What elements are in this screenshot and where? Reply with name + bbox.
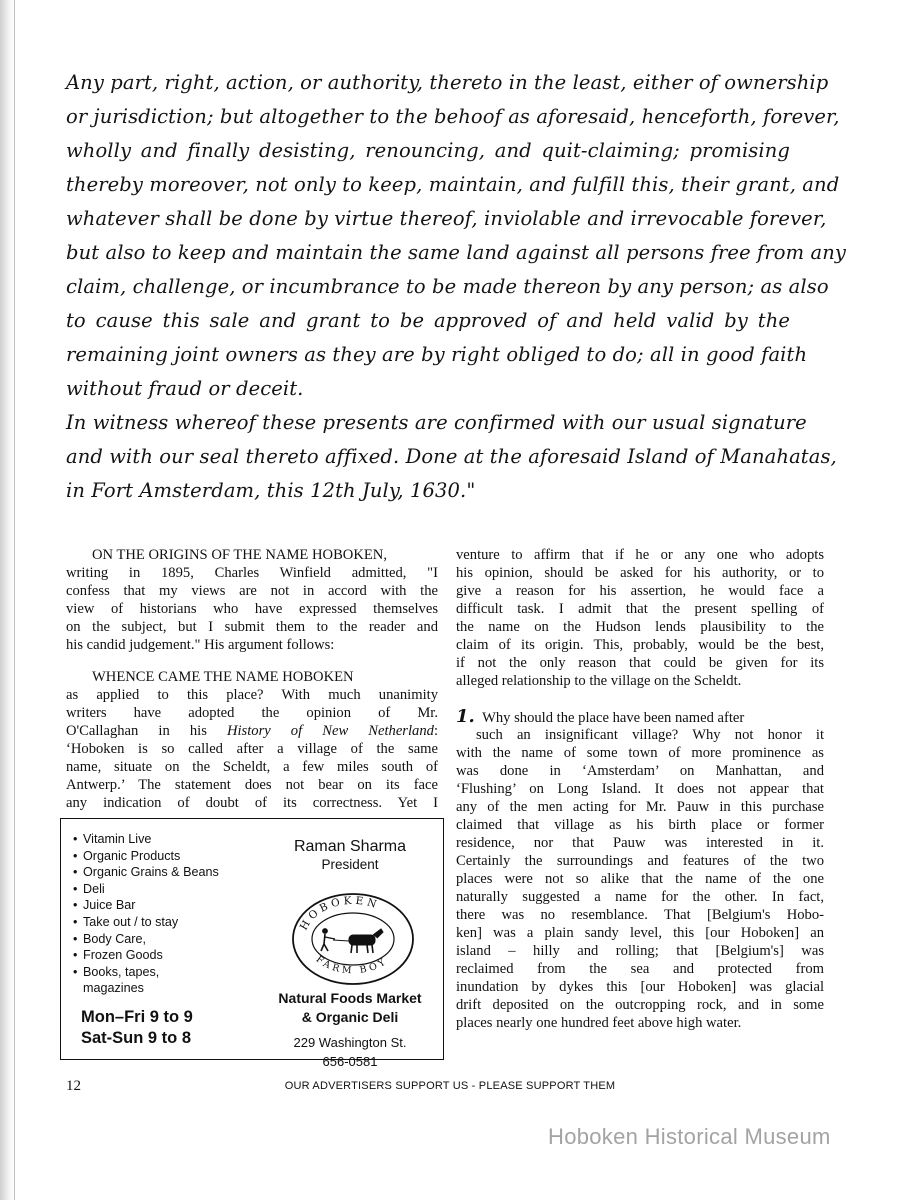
farmer-plow-icon	[321, 929, 383, 953]
point-text: Why should the place have been named after	[482, 710, 745, 726]
point-number: 1.	[456, 706, 475, 727]
deed-line: claim, challenge, or incumbrance to be made thereon by any person; as also	[66, 275, 829, 298]
deed-line: remaining joint owners as they are by right obliged to do; all in good faith	[66, 343, 808, 366]
article-line: such an insignificant village? Why not honor it	[476, 727, 824, 743]
ad-item-label: magazines	[83, 981, 144, 996]
article-line: Certainly the surroundings and features of the two	[456, 853, 824, 869]
article-lead: ON THE ORIGINS OF THE NAME HOBOKEN,	[92, 547, 387, 563]
article-line: ‘Flushing’ on Long Island. It does not appear that	[456, 781, 824, 797]
ad-product-list	[73, 831, 253, 997]
article-line: with the name of some town of more prominence as	[456, 745, 824, 761]
deed-line: in Fort Amsterdam, this 12th July, 1630."	[66, 479, 476, 502]
ad-store-info	[265, 837, 435, 1069]
article-text: O'Callaghan in his	[66, 723, 227, 739]
article-line: claim of its origin. This, probably, would be the best,	[456, 637, 824, 653]
deed-line: Any part, right, action, or authority, thereto in the least, either of ownership	[66, 71, 829, 94]
deed-line: without fraud or deceit.	[66, 377, 304, 400]
ad-item-label: Frozen Goods	[83, 948, 163, 963]
page-edge-line	[14, 0, 15, 1200]
ad-item-label: Vitamin Live	[83, 832, 152, 846]
page-edge-shadow	[0, 0, 14, 1200]
bullet-icon: •	[73, 948, 78, 963]
deed-line: In witness whereof these presents are confirmed with our usual signature	[66, 411, 807, 434]
museum-watermark: Hoboken Historical Museum	[548, 1124, 831, 1149]
article-line: name, situate on the Scheldt, a few miles south of	[66, 759, 438, 775]
article-line: writers have adopted the opinion of Mr.	[66, 705, 438, 721]
deed-line: and with our seal thereto affixed. Done at the aforesaid Island of Manahatas,	[66, 445, 837, 468]
ad-item-label: Organic Products	[83, 848, 181, 863]
article-line: was done in ‘Amsterdam’ on Manhattan, and	[456, 763, 824, 779]
article-line: places were not so alike that the name of the one	[456, 871, 824, 887]
spacer	[456, 690, 824, 708]
article-line: difficult task. I admit that the present spelling of	[456, 601, 824, 617]
ad-list-item-continuation	[73, 980, 253, 997]
owner-name: Raman Sharma	[293, 838, 407, 855]
article-line: give a reason for his assertion, he would face a	[456, 583, 824, 599]
store-address: 229 Washington St.	[293, 1035, 407, 1050]
article-line: confess that my views are not in accord with the	[66, 583, 438, 599]
ad-list-item	[73, 831, 253, 848]
ad-item-label: Body Care,	[83, 931, 146, 946]
ad-item-label: Organic Grains & Beans	[83, 865, 219, 880]
bullet-icon: •	[73, 865, 78, 880]
article-line: Antwerp.’ The statement does not bear on its face	[66, 777, 438, 793]
article-line: there was no resemblance. That [Belgium's Hobo-	[456, 907, 824, 923]
article-line: ken] was a plain sandy level, this [our Hoboken] an	[456, 925, 824, 941]
section-heading: WHENCE CAME THE NAME HOBOKEN	[92, 669, 354, 685]
article-line: his candid judgement." His argument follows:	[66, 637, 335, 653]
spacer	[66, 654, 438, 668]
store-contact	[265, 1033, 435, 1071]
article-line: his opinion, should be asked for his authority, or to	[456, 565, 824, 581]
hours-weekday: Mon–Fri 9 to 9	[81, 1008, 193, 1026]
deed-line: or jurisdiction; but altogether to the behoof as aforesaid, henceforth, forever,	[66, 105, 840, 128]
article-line: venture to affirm that if he or any one who adopts	[456, 547, 824, 563]
article-line: claimed that village as his birth place or former	[456, 817, 824, 833]
book-title: History of New Netherland	[226, 723, 434, 739]
article-line: naturally suggested a name for the other. In fact,	[456, 889, 824, 905]
ad-list-item	[73, 848, 253, 865]
bullet-icon: •	[73, 914, 78, 929]
logo-top-text: HOBOKEN	[297, 894, 382, 933]
hoboken-farm-boy-logo	[291, 891, 415, 987]
article-line: reclaimed from the sea and protected from	[456, 961, 824, 977]
deed-line: thereby moreover, not only to keep, maintain, and fulfill this, their grant, and	[66, 173, 840, 196]
ad-list-item	[73, 964, 253, 981]
article-line: writing in 1895, Charles Winfield admitted, "I	[66, 565, 438, 581]
article-line: the name on the Hudson lends plausibility to the	[456, 619, 824, 635]
store-name-line1: Natural Foods Market	[278, 990, 422, 1006]
deed-line: to cause this sale and grant to be approved of and held valid by the	[66, 309, 790, 332]
bullet-icon: •	[73, 832, 78, 846]
ad-list-item	[73, 864, 253, 881]
deed-line: wholly and finally desisting, renouncing, and quit-claiming; promising	[66, 139, 790, 162]
svg-text:HOBOKEN	[298, 895, 381, 933]
ad-list-item	[73, 897, 253, 914]
left-column	[66, 546, 438, 812]
right-column	[456, 546, 824, 1032]
article-line: any indication of doubt of its correctness. Yet I	[66, 795, 438, 811]
article-line: island – hilly and rolling; that [Belgium's] was	[456, 943, 824, 959]
logo-bottom-text: FARM BOY	[313, 953, 390, 977]
article-line: inundation by dykes this [our Hoboken] was glacial	[456, 979, 824, 995]
article-line: alleged relationship to the village on the Scheldt.	[456, 673, 742, 689]
store-phone: 656-0581	[322, 1054, 378, 1069]
ad-list-item	[73, 931, 253, 948]
ad-list-item	[73, 947, 253, 964]
page-number: 12	[66, 1078, 81, 1094]
article-line: any of the men acting for Mr. Pauw in this purchase	[456, 799, 824, 815]
bullet-icon: •	[73, 898, 78, 913]
store-name	[265, 989, 435, 1027]
ad-list-item	[73, 881, 253, 898]
store-hours	[81, 1007, 193, 1049]
article-line: places nearly one hundred feet above high water.	[456, 1015, 742, 1031]
article-line: view of historians who have expressed themselves	[66, 601, 438, 617]
owner-title: President	[321, 857, 379, 872]
ad-item-label: Books, tapes,	[83, 964, 160, 979]
bullet-icon: •	[73, 848, 78, 863]
deed-line: whatever shall be done by virtue thereof, inviolable and irrevocable forever,	[66, 207, 827, 230]
article-line: if not the only reason that could be given for its	[456, 655, 824, 671]
numbered-point-first-line	[456, 708, 824, 726]
article-line: drift deposited on the outcropping rock, and in some	[456, 997, 824, 1013]
bullet-icon: •	[73, 964, 78, 979]
article-line: on the subject, but I submit them to the reader and	[66, 619, 438, 635]
article-line	[66, 722, 438, 740]
bullet-icon: •	[73, 881, 78, 896]
article-line: ‘Hoboken is so called after a village of the same	[66, 741, 438, 757]
advertisement-box	[60, 818, 444, 1069]
article-line: residence, nor that Pauw was interested in it.	[456, 835, 824, 851]
hours-weekend: Sat-Sun 9 to 8	[81, 1029, 192, 1047]
punctuation: :	[433, 723, 438, 739]
ad-list-item	[73, 914, 253, 931]
footer-tagline: OUR ADVERTISERS SUPPORT US - PLEASE SUPPORT THEM	[284, 1080, 616, 1092]
ad-item-label: Take out / to stay	[83, 914, 179, 929]
deed-line: but also to keep and maintain the same land against all persons free from any	[66, 241, 846, 264]
bullet-icon: •	[73, 931, 78, 946]
deed-calligraphy-text	[66, 66, 846, 508]
article-line: as applied to this place? With much unanimity	[66, 687, 438, 703]
ad-item-label: Deli	[83, 881, 105, 896]
store-name-line2: & Organic Deli	[301, 1009, 399, 1025]
ad-item-label: Juice Bar	[83, 898, 136, 913]
